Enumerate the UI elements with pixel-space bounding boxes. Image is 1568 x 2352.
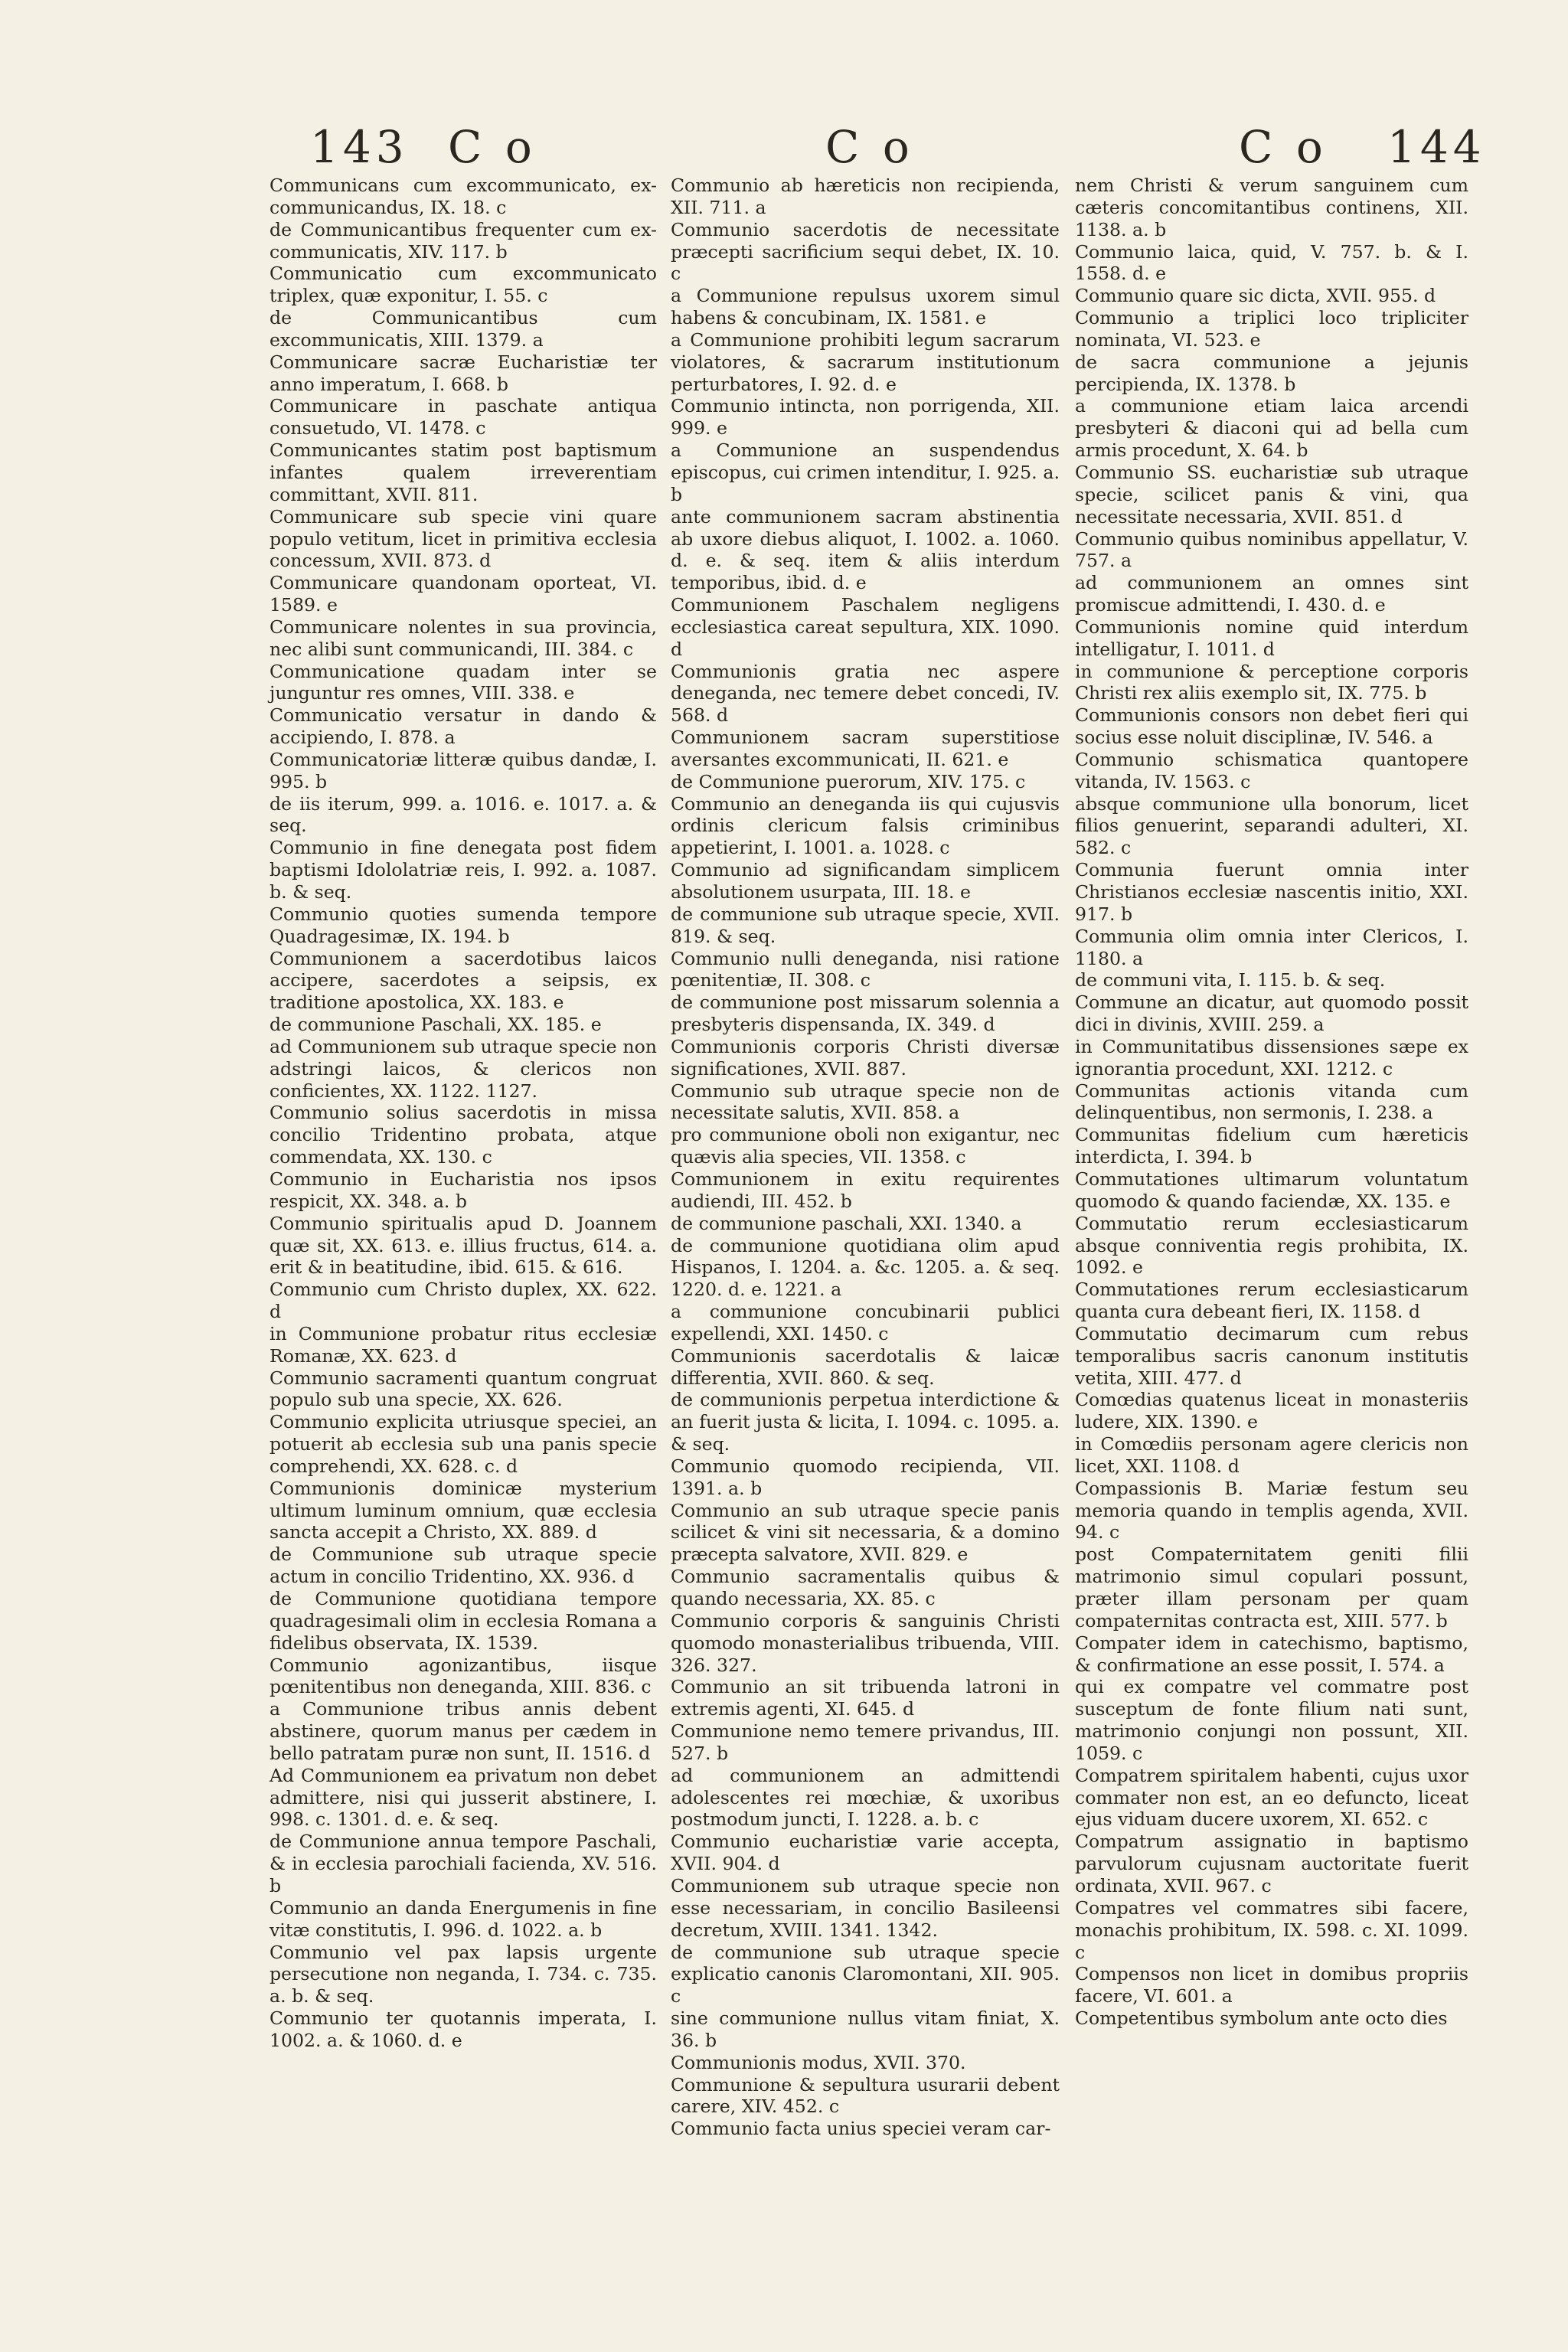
index-entry: Communitas actionis vitanda cum delinquentibus, non sermonis, I. 238. a [1075, 1080, 1468, 1124]
index-entry: Communio an danda Energumenis in fine vitæ constitutis, I. 996. d. 1022. a. b [270, 1896, 657, 1941]
index-entry: Communionem in exitu requirentes audiendi, III. 452. b [671, 1168, 1060, 1212]
index-entry: Communio solius sacerdotis in missa concilio Tridentino probata, atque commendata, XX. 130. c [270, 1102, 657, 1168]
index-entry: Commutationes rerum ecclesiasticarum quanta cura debeant fieri, IX. 1158. d [1075, 1279, 1468, 1323]
index-entry: Communio corporis & sanguinis Christi quomodo monasterialibus tribuenda, VIII. 326. 327. [671, 1609, 1060, 1676]
index-entry: Communicatio cum excommunicato triplex, quæ exponitur, I. 55. c [270, 263, 657, 307]
index-entry: Communionem sacram superstitiose aversantes excommunicati, II. 621. e [671, 727, 1060, 770]
right-running-head: C o [1239, 121, 1328, 173]
index-entry: Communio ab hæreticis non recipienda, XII. 711. a [671, 175, 1060, 218]
index-entry: Communionis gratia nec aspere deneganda, nec temere debet concedi, IV. 568. d [671, 660, 1060, 727]
index-entry: ante communionem sacram abstinentia ab uxore diebus aliquot, I. 1002. a. 1060. d. e. & seq. item & aliis interdum temporibus, ibid. d. e [671, 505, 1060, 594]
index-entry: de communionis perpetua interdictione & an fuerit justa & licita, I. 1094. c. 1095. a. & seq. [671, 1389, 1060, 1455]
index-entry: Communio sacerdotis de necessitate præcepti sacrificium sequi debet, IX. 10. c [671, 218, 1060, 285]
index-column-right [1075, 175, 1468, 2030]
right-page-number: 144 [1387, 121, 1486, 173]
index-entry: Communitas fidelium cum hæreticis interdicta, I. 394. b [1075, 1124, 1468, 1168]
index-entry: Communio agonizantibus, iisque pœnitentibus non deneganda, XIII. 836. c [270, 1654, 657, 1698]
index-entry: ad Communionem sub utraque specie non adstringi laicos, & clericos non conficientes, XX. 1122. 1127. [270, 1035, 657, 1102]
index-entry: Communio quare sic dicta, XVII. 955. d [1075, 285, 1436, 307]
index-entry: de Communicantibus frequenter cum ex-communicatis, XIV. 117. b [270, 218, 657, 263]
index-entry: Communicare in paschate antiqua consuetudo, VI. 1478. c [270, 395, 657, 439]
index-entry: Communionis sacerdotalis & laicæ differentia, XVII. 860. & seq. [671, 1344, 1060, 1389]
index-entry: de communione sub utraque specie, XVII. 819. & seq. [671, 903, 1060, 947]
index-entry: in communione & perceptione corporis Christi rex aliis exemplo sit, IX. 775. b [1075, 660, 1468, 704]
index-entry: Communio eucharistiæ varie accepta, XVII. 904. d [671, 1831, 1060, 1875]
index-entry: Commune an dicatur, aut quomodo possit dici in divinis, XVIII. 259. a [1075, 991, 1468, 1036]
index-entry: Communio an sit tribuenda latroni in extremis agenti, XI. 645. d [671, 1676, 1060, 1720]
index-entry: Communio in fine denegata post fidem baptismi Idololatriæ reis, I. 992. a. 1087. b. & seq. [270, 837, 657, 903]
index-entry: Communione & sepultura usurarii debent carere, XIV. 452. c [671, 2073, 1060, 2118]
index-entry: Communio a triplici loco tripliciter nominata, VI. 523. e [1075, 307, 1468, 351]
index-entry: de iis iterum, 999. a. 1016. e. 1017. a. & seq. [270, 792, 657, 837]
index-entry: de Communione puerorum, XIV. 175. c [671, 770, 1026, 792]
index-entry: Communio explicita utriusque speciei, an potuerit ab ecclesia sub una panis specie comprehendi, XX. 628. c. d [270, 1411, 657, 1477]
index-entry: de communione post missarum solennia a presbyteris dispensanda, IX. 349. d [671, 991, 1060, 1036]
index-entry: Communionis nomine quid interdum intelligatur, I. 1011. d [1075, 616, 1468, 660]
index-entry: Communio sacramentalis quibus & quando necessaria, XX. 85. c [671, 1566, 1060, 1609]
index-entry: Communio quomodo recipienda, VII. 1391. a. b [671, 1455, 1060, 1499]
index-entry: Communicantes statim post baptismum infantes qualem irreverentiam committant, XVII. 811. [270, 439, 657, 505]
index-entry: Communicare quandonam oporteat, VI. 1589. e [270, 572, 657, 616]
index-entry: Communio sacramenti quantum congruat populo sub una specie, XX. 626. [270, 1367, 657, 1411]
index-entry: Commutationes ultimarum voluntatum quomodo & quando faciendæ, XX. 135. e [1075, 1168, 1468, 1212]
index-entry: Comœdias quatenus liceat in monasteriis ludere, XIX. 1390. e [1075, 1389, 1468, 1433]
index-entry: Compatrem spiritalem habenti, cujus uxor commater non est, an eo defuncto, liceat ejus viduam ducere uxorem, XI. 652. c [1075, 1764, 1468, 1831]
index-entry: a Communione repulsus uxorem simul habens & concubinam, IX. 1581. e [671, 285, 1060, 329]
index-entry: a Communione prohibiti legum sacrarum violatores, & sacrarum institutionum perturbatores, I. 92. d. e [671, 328, 1060, 395]
index-entry: Communicatione quadam inter se junguntur res omnes, VIII. 338. e [270, 660, 657, 704]
index-entry: qui ex compatre vel commatre post susceptum de fonte filium nati sunt, matrimonio conjungi non possunt, XII. 1059. c [1075, 1676, 1468, 1764]
index-entry: Communia olim omnia inter Clericos, I. 1180. a [1075, 925, 1468, 969]
index-entry: Communicare sub specie vini quare populo vetitum, licet in primitiva ecclesia concessum, XVII. 873. d [270, 505, 657, 572]
index-entry: de Communicantibus cum excommunicatis, XIII. 1379. a [270, 307, 657, 351]
index-entry: pro communione oboli non exigantur, nec quævis alia species, VII. 1358. c [671, 1124, 1060, 1168]
index-entry: de communione Paschali, XX. 185. e [270, 1014, 602, 1036]
index-entry: Communia fuerunt omnia inter Christianos ecclesiæ nascentis initio, XXI. 917. b [1075, 859, 1468, 925]
index-entry: a communione etiam laica arcendi presbyteri & diaconi qui ad bella cum armis procedunt, X. 64. b [1075, 395, 1468, 462]
index-entry: de Communione annua tempore Paschali, & in ecclesia parochiali facienda, XV. 516. b [270, 1831, 657, 1896]
index-entry: absque communione ulla bonorum, licet filios genuerint, separandi adulteri, XI. 582. c [1075, 792, 1468, 859]
index-entry: de communione sub utraque specie explicatio canonis Claromontani, XII. 905. c [671, 1941, 1060, 2007]
index-entry: de Communione sub utraque specie actum in concilio Tridentino, XX. 936. d [270, 1544, 657, 1588]
index-column-middle [671, 175, 1060, 2140]
index-entry: Compassionis B. Mariæ festum seu memoria quando in templis agenda, XVII. 94. c [1075, 1477, 1468, 1544]
index-entry: Communionem a sacerdotibus laicos accipere, sacerdotes a seipsis, ex traditione apostolica, XX. 183. e [270, 947, 657, 1014]
index-entry: Compensos non licet in domibus propriis facere, VI. 601. a [1075, 1963, 1468, 2007]
index-entry: Communio intincta, non porrigenda, XII. 999. e [671, 395, 1060, 439]
index-entry: a Communione tribus annis debent abstinere, quorum manus per cædem in bello patratam puræ non sunt, II. 1516. d [270, 1698, 657, 1764]
index-entry: de communione quotidiana olim apud Hispanos, I. 1204. a. &c. 1205. a. & seq. 1220. d. e. 1221. a [671, 1234, 1060, 1301]
index-entry: ad communionem an omnes sint promiscue admittendi, I. 430. d. e [1075, 572, 1468, 616]
index-entry: Communione nemo temere privandus, III. 527. b [671, 1720, 1060, 1764]
index-entry: Communio schismatica quantopere vitanda, IV. 1563. c [1075, 748, 1468, 792]
index-entry: Communio nulli deneganda, nisi ratione pœnitentiæ, II. 308. c [671, 947, 1060, 991]
index-entry: in Comœdiis personam agere clericis non licet, XXI. 1108. d [1075, 1433, 1468, 1477]
index-entry: Communicare sacræ Eucharistiæ ter anno imperatum, I. 668. b [270, 351, 657, 395]
index-entry: nem Christi & verum sanguinem cum cæteris concomitantibus continens, XII. 1138. a. b [1075, 175, 1468, 240]
index-entry: Communicatio versatur in dando & accipiendo, I. 878. a [270, 704, 657, 749]
index-entry: de communione paschali, XXI. 1340. a [671, 1212, 1022, 1234]
index-entry: de communi vita, I. 115. b. & seq. [1075, 969, 1386, 991]
index-entry: a Communione an suspendendus episcopus, cui crimen intenditur, I. 925. a. b [671, 439, 1060, 505]
index-entry: ad communionem an admittendi adolescentes rei mœchiæ, & uxoribus postmodum juncti, I. 1228. a. b. c [671, 1764, 1060, 1831]
index-entry: in Communione probatur ritus ecclesiæ Romanæ, XX. 623. d [270, 1322, 657, 1367]
index-entry: Compatres vel commatres sibi facere, monachis prohibitum, IX. 598. c. XI. 1099. c [1075, 1896, 1468, 1963]
index-entry: Communio vel pax lapsis urgente persecutione non neganda, I. 734. c. 735. a. b. & seq. [270, 1941, 657, 2007]
index-entry: Compater idem in catechismo, baptismo, & confirmatione an esse possit, I. 574. a [1075, 1632, 1468, 1676]
index-entry: Communionem Paschalem negligens ecclesiastica careat sepultura, XIX. 1090. d [671, 594, 1060, 660]
index-entry: Communicare nolentes in sua provincia, nec alibi sunt communicandi, III. 384. c [270, 616, 657, 660]
index-entry: Communio laica, quid, V. 757. b. & I. 1558. d. e [1075, 240, 1468, 285]
index-entry: Communio in Eucharistia nos ipsos respicit, XX. 348. a. b [270, 1168, 657, 1212]
index-entry: Competentibus symbolum ante octo dies [1075, 2007, 1448, 2030]
index-entry: Communicans cum excommunicato, ex-communicandus, IX. 18. c [270, 175, 657, 218]
index-entry: Communio ter quotannis imperata, I. 1002. a. & 1060. d. e [270, 2007, 657, 2051]
index-entry: Communionis dominicæ mysterium ultimum luminum omnium, quæ ecclesia sancta accepit a Christo, XX. 889. d [270, 1477, 657, 1544]
index-entry: Communio an sub utraque specie panis scilicet & vini sit necessaria, & a domino præcepta salvatore, XVII. 829. e [671, 1499, 1060, 1566]
center-running-head: C o [825, 121, 914, 173]
index-entry: Compatrum assignatio in baptismo parvulorum cujusnam auctoritate fuerit ordinata, XVII. 967. c [1075, 1831, 1468, 1896]
index-entry: Communio quibus nominibus appellatur, V. 757. a [1075, 528, 1468, 572]
index-entry: Communio SS. eucharistiæ sub utraque specie, scilicet panis & vini, qua necessitate necessaria, XVII. 851. d [1075, 461, 1468, 528]
index-entry: Communio cum Christo duplex, XX. 622. d [270, 1279, 657, 1323]
index-entry: Communionis corporis Christi diversæ significationes, XVII. 887. [671, 1035, 1060, 1080]
index-entry: Communio quoties sumenda tempore Quadragesimæ, IX. 194. b [270, 903, 657, 947]
left-page-number: 143 [310, 121, 409, 173]
index-entry: Communionis consors non debet fieri qui socius esse noluit disciplinæ, IV. 546. a [1075, 704, 1468, 749]
index-column-left [270, 175, 657, 2052]
index-entry: Commutatio decimarum cum rebus temporalibus sacris canonum institutis vetita, XIII. 477. d [1075, 1322, 1468, 1389]
index-entry: Communicatoriæ litteræ quibus dandæ, I. 995. b [270, 748, 657, 792]
index-entry: Communio spiritualis apud D. Joannem quæ sit, XX. 613. e. illius fructus, 614. a. erit & in beatitudine, ibid. 615. & 616. [270, 1212, 657, 1279]
index-entry: in Communitatibus dissensiones sæpe ex ignorantia procedunt, XXI. 1212. c [1075, 1035, 1468, 1080]
index-entry: a communione concubinarii publici expellendi, XXI. 1450. c [671, 1301, 1060, 1344]
index-entry: post Compaternitatem geniti filii matrimonio simul copulari possunt, præter illam personam per quam compaternitas contracta est, XIII. 577. b [1075, 1544, 1468, 1632]
index-entry: Ad Communionem ea privatum non debet admittere, nisi qui jusserit abstinere, I. 998. c. 1301. d. e. & seq. [270, 1764, 657, 1831]
index-entry: Communionis modus, XVII. 370. [671, 2051, 966, 2073]
index-entry: Communio sub utraque specie non de necessitate salutis, XVII. 858. a [671, 1080, 1060, 1124]
index-entry: Communio facta unius speciei veram car- [671, 2118, 1051, 2140]
index-entry: Commutatio rerum ecclesiasticarum absque conniventia regis prohibita, IX. 1092. e [1075, 1212, 1468, 1279]
index-entry: de Communione quotidiana tempore quadragesimali olim in ecclesia Romana a fidelibus observata, IX. 1539. [270, 1588, 657, 1654]
index-entry: Communio ad significandam simplicem absolutionem usurpata, III. 18. e [671, 859, 1060, 903]
index-entry: Communionem sub utraque specie non esse necessariam, in concilio Basileensi decretum, XVIII. 1341. 1342. [671, 1874, 1060, 1941]
index-entry: Communio an deneganda iis qui cujusvis ordinis clericum falsis criminibus appetierint, I. 1001. a. 1028. c [671, 792, 1060, 859]
index-entry: de sacra communione a jejunis percipienda, IX. 1378. b [1075, 351, 1468, 395]
index-entry: sine communione nullus vitam finiat, X. 36. b [671, 2007, 1060, 2051]
left-running-head: C o [448, 121, 537, 173]
